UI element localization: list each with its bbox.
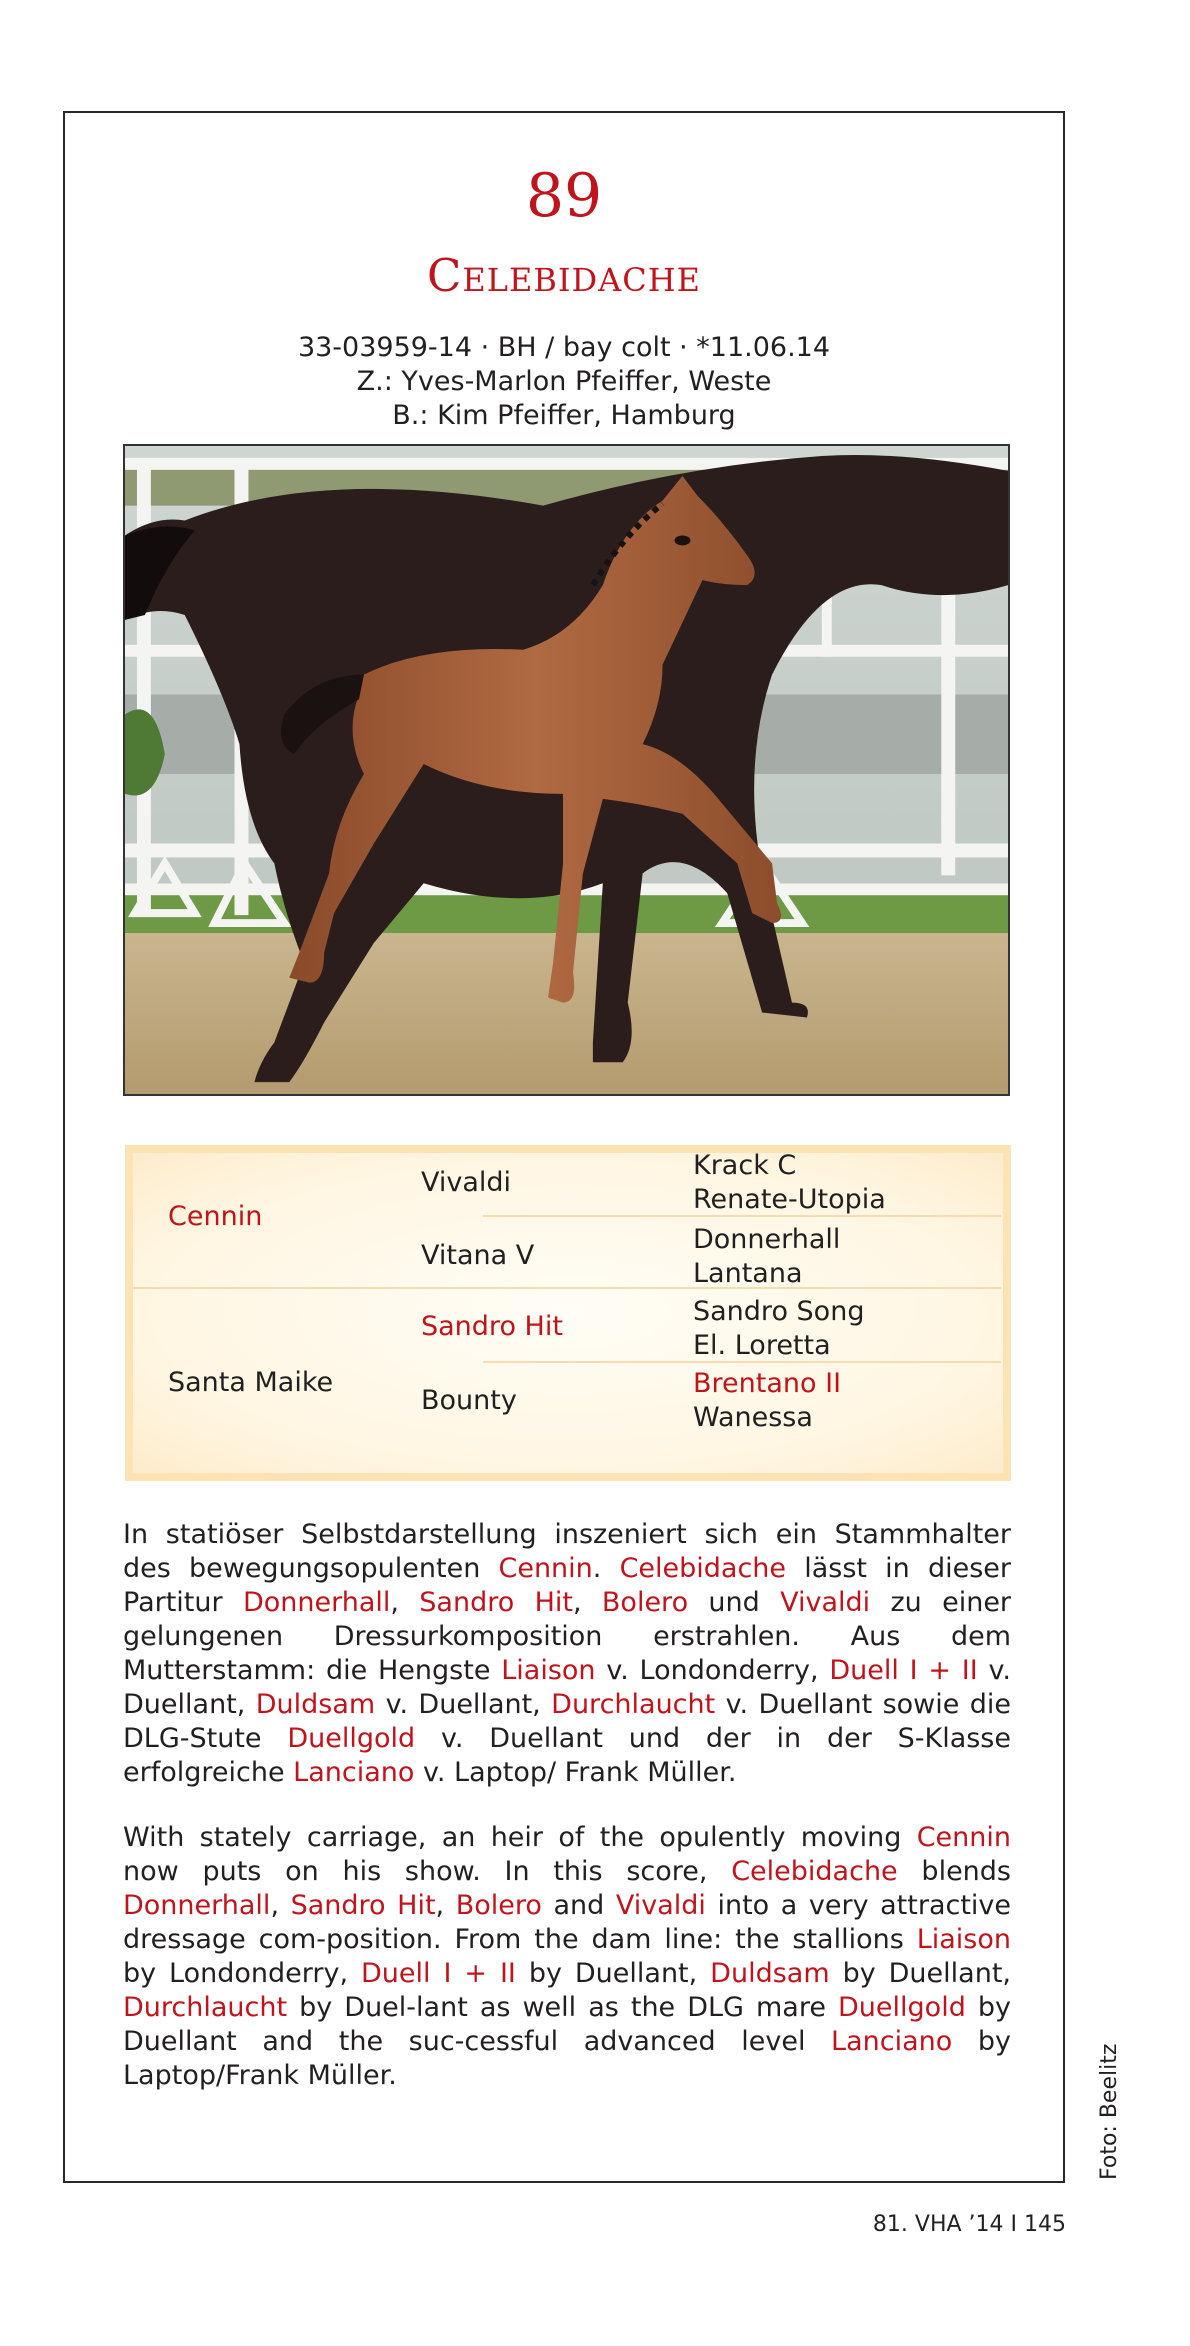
body-text: by Duellant, bbox=[829, 1958, 1011, 1989]
horse-name-highlight: Lanciano bbox=[293, 1757, 415, 1788]
horse-photo bbox=[123, 444, 1010, 1096]
body-text: v. Duellant und der in der S-Klasse erfolgreiche bbox=[123, 1723, 1011, 1788]
breeder-line: Z.: Yves-Marlon Pfeiffer, Weste bbox=[356, 366, 772, 397]
body-text: v. Duellant, bbox=[375, 1689, 552, 1720]
pedigree-ggp: Wanessa bbox=[693, 1402, 813, 1433]
body-text: , bbox=[572, 1587, 602, 1618]
body-text: by Laptop/Frank Müller. bbox=[123, 2026, 1011, 2091]
horse-name-highlight: Lanciano bbox=[831, 2026, 953, 2057]
horse-name-highlight: Cennin bbox=[916, 1822, 1011, 1853]
pedigree-ggp: Sandro Song bbox=[693, 1296, 865, 1327]
body-text: , bbox=[390, 1587, 420, 1618]
body-text: by Duellant, bbox=[515, 1958, 711, 1989]
horse-name-highlight: Cennin bbox=[498, 1553, 593, 1584]
horse-name-highlight: Durchlaucht bbox=[551, 1689, 716, 1720]
horse-name-highlight: Duellgold bbox=[838, 1992, 966, 2023]
body-text: With stately carriage, an heir of the opulently moving bbox=[123, 1822, 917, 1853]
body-text: . bbox=[592, 1553, 620, 1584]
horse-name-highlight: Sandro Hit bbox=[419, 1587, 573, 1618]
body-text: zu einer gelungenen Dressurkomposition erstrahlen. Aus dem Mutterstamm: die Hengste bbox=[123, 1587, 1012, 1686]
pedigree-ggp: Lantana bbox=[693, 1258, 803, 1289]
pedigree-ggp: El. Loretta bbox=[693, 1330, 831, 1361]
horse-name-highlight: Duldsam bbox=[710, 1958, 830, 1989]
body-text: by Duel-lant as well as the DLG mare bbox=[287, 1992, 839, 2023]
pedigree-ggp: Brentano II bbox=[693, 1368, 842, 1399]
description-english bbox=[123, 1821, 1011, 2093]
body-text: In statiöser Selbstdarstellung inszeniert sich ein Stammhalter des bewegungsopulenten bbox=[123, 1519, 1011, 1584]
body-text: lässt in dieser Partitur bbox=[123, 1553, 1011, 1618]
registration-line: 33-03959-14 · BH / bay colt · *11.06.14 bbox=[297, 332, 831, 363]
body-text: v. Duellant, bbox=[123, 1655, 1011, 1720]
horse-name-highlight: Duell I + II bbox=[361, 1958, 516, 1989]
pedigree-ggp: Renate-Utopia bbox=[693, 1184, 886, 1215]
body-text: by Duellant and the suc-cessful advanced level bbox=[123, 1992, 1011, 2057]
horse-name-highlight: Durchlaucht bbox=[123, 1992, 288, 2023]
pedigree-sire-dam: Vitana V bbox=[421, 1240, 535, 1271]
pedigree-sire: Cennin bbox=[168, 1201, 263, 1232]
horse-name-highlight: Bolero bbox=[601, 1587, 689, 1618]
horse-name-highlight: Celebidache bbox=[731, 1856, 898, 1887]
horse-name-highlight: Sandro Hit bbox=[290, 1890, 436, 1921]
pedigree-dam: Santa Maike bbox=[168, 1367, 334, 1398]
horse-name-highlight: Vivaldi bbox=[780, 1587, 871, 1618]
pedigree-dam-sire: Sandro Hit bbox=[421, 1311, 563, 1342]
horse-name: Celebidache bbox=[426, 249, 702, 302]
horse-name-highlight: Donnerhall bbox=[123, 1890, 271, 1921]
pedigree-dam-dam: Bounty bbox=[421, 1385, 517, 1416]
body-text: , bbox=[270, 1890, 291, 1921]
body-text: now puts on his show. In this score, bbox=[123, 1856, 732, 1887]
pedigree-ggp: Krack C bbox=[693, 1150, 797, 1181]
page-folio: 81. VHA ’14 I 145 bbox=[872, 2212, 1066, 2237]
body-text: , bbox=[435, 1890, 456, 1921]
body-text: and bbox=[541, 1890, 616, 1921]
body-text: und bbox=[688, 1587, 781, 1618]
horse-name-highlight: Duell I + II bbox=[829, 1655, 978, 1686]
mare-and-foal-image bbox=[125, 446, 1008, 1094]
pedigree-sire-sire: Vivaldi bbox=[421, 1167, 512, 1198]
horse-name-highlight: Celebidache bbox=[619, 1553, 787, 1584]
owner-line: B.: Kim Pfeiffer, Hamburg bbox=[392, 400, 736, 431]
description-german bbox=[123, 1518, 1011, 1790]
pedigree-ggp: Donnerhall bbox=[693, 1224, 841, 1255]
horse-name-highlight: Duldsam bbox=[255, 1689, 376, 1720]
horse-name-highlight: Duellgold bbox=[287, 1723, 416, 1754]
body-text: blends bbox=[897, 1856, 1011, 1887]
horse-name-highlight: Liaison bbox=[916, 1924, 1011, 1955]
body-text: by Londonderry, bbox=[123, 1958, 362, 1989]
horse-name-highlight: Liaison bbox=[501, 1655, 596, 1686]
photo-credit: Foto: Beelitz bbox=[1097, 2043, 1122, 2180]
divider bbox=[133, 1287, 1001, 1289]
pedigree-table bbox=[125, 1145, 1011, 1481]
horse-name-highlight: Bolero bbox=[455, 1890, 542, 1921]
body-text: v. Duellant sowie die DLG-Stute bbox=[123, 1689, 1012, 1754]
catalog-page-frame bbox=[63, 111, 1065, 2183]
body-text: into a very attractive dressage com-position. From the dam line: the stallions bbox=[123, 1890, 1012, 1955]
horse-name-highlight: Vivaldi bbox=[615, 1890, 706, 1921]
lot-number: 89 bbox=[525, 161, 603, 231]
body-text: v. Laptop/ Frank Müller. bbox=[414, 1757, 737, 1788]
body-text: v. Londonderry, bbox=[595, 1655, 830, 1686]
horse-name-highlight: Donnerhall bbox=[242, 1587, 391, 1618]
